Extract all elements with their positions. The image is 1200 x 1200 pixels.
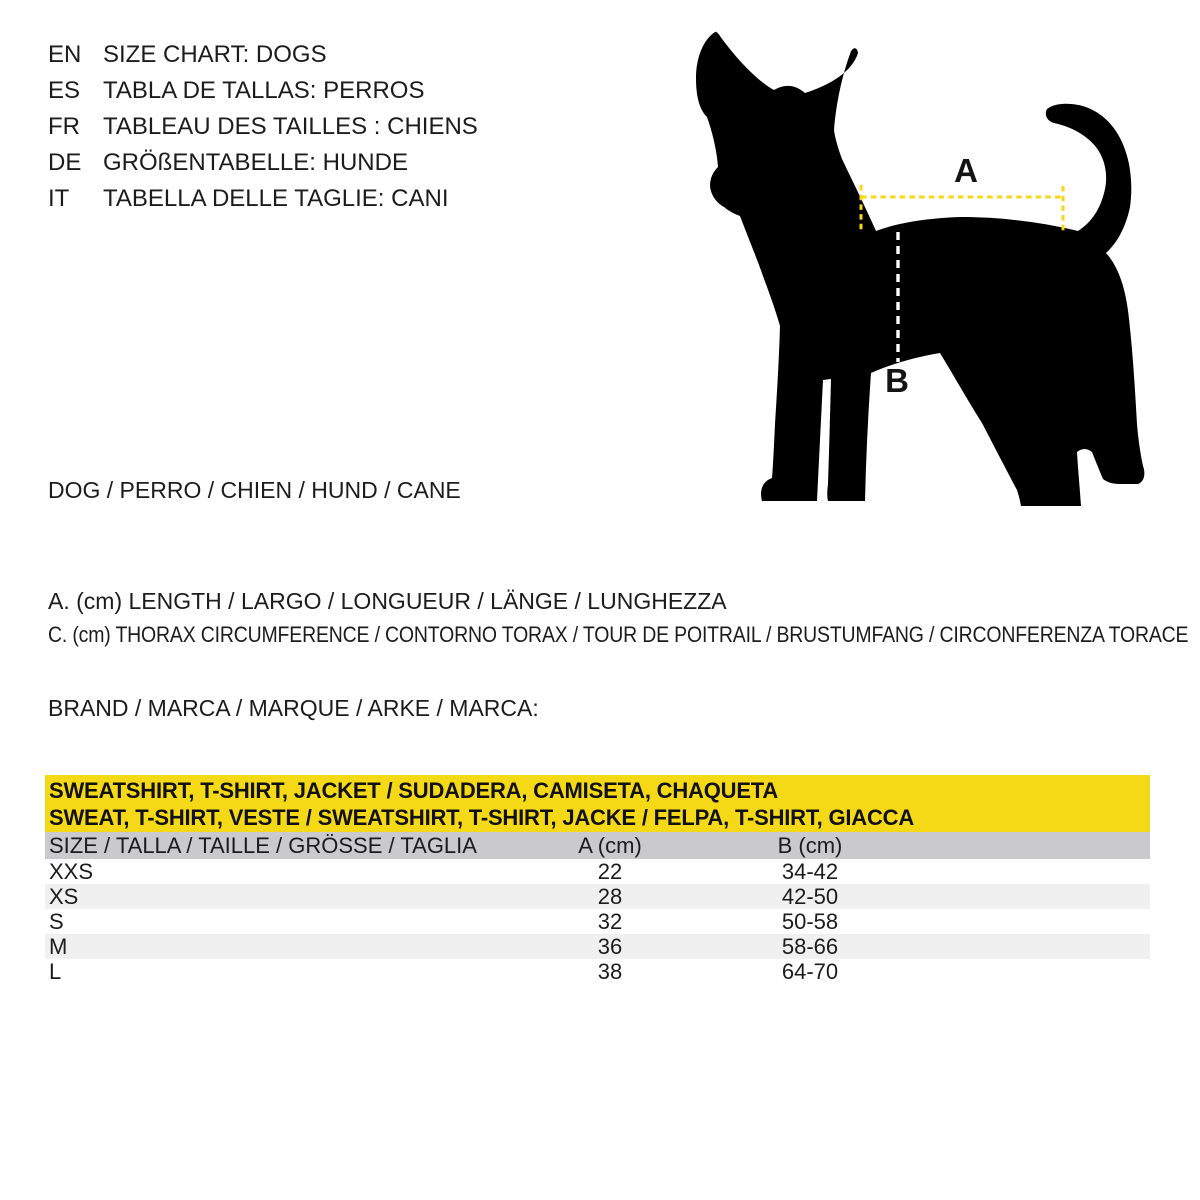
measure-legend-c: C. (cm) THORAX CIRCUMFERENCE / CONTORNO TORAX / TOUR DE POITRAIL / BRUSTUMFANG / CIRCONFERENZA TORACE <box>48 622 1189 647</box>
list-item <box>48 109 478 145</box>
a-value: 36 <box>597 934 623 959</box>
language-code: FR <box>48 113 80 140</box>
size-value: XS <box>49 884 79 909</box>
dog-measurement-diagram <box>690 20 1170 510</box>
header-size: SIZE / TALLA / TAILLE / GRÖSSE / TAGLIA <box>49 832 477 858</box>
header-b-cm: B (cm) <box>777 832 843 858</box>
dimension-label-b: B <box>885 362 909 399</box>
size-value: S <box>49 909 64 934</box>
chart-title: TABLA DE TALLAS: PERROS <box>103 77 425 104</box>
b-value: 64-70 <box>781 959 839 984</box>
chihuahua-silhouette-icon <box>690 20 1170 510</box>
size-value: L <box>49 959 62 984</box>
chart-title: GRÖßENTABELLE: HUNDE <box>103 149 408 176</box>
banner-line-2: SWEAT, T-SHIRT, VESTE / SWEATSHIRT, T-SHIRT, JACKE / FELPA, T-SHIRT, GIACCA <box>49 805 915 830</box>
list-item <box>48 37 478 73</box>
list-item <box>48 181 478 217</box>
language-code: ES <box>48 77 81 104</box>
product-category-banner <box>45 775 1150 832</box>
size-value: XXS <box>49 859 94 884</box>
chart-title: SIZE CHART: DOGS <box>103 41 327 68</box>
b-value: 42-50 <box>781 884 839 909</box>
language-title-list <box>48 37 478 217</box>
language-code: EN <box>48 41 82 68</box>
table-row <box>45 909 1150 934</box>
measure-legend-a: A. (cm) LENGTH / LARGO / LONGUEUR / LÄNGE / LUNGHEZZA <box>48 588 727 614</box>
b-value: 58-66 <box>781 934 839 959</box>
header-a-cm: A (cm) <box>578 832 642 858</box>
animal-caption: DOG / PERRO / CHIEN / HUND / CANE <box>48 477 461 503</box>
table-row <box>45 959 1150 984</box>
table-row <box>45 934 1150 959</box>
a-value: 38 <box>597 959 623 984</box>
table-header-row <box>45 832 1150 859</box>
size-table <box>45 832 1150 984</box>
table-row <box>45 859 1150 884</box>
banner-line-1: SWEATSHIRT, T-SHIRT, JACKET / SUDADERA, CAMISETA, CHAQUETA <box>49 778 779 803</box>
dimension-label-a: A <box>954 152 978 189</box>
size-value: M <box>49 934 68 959</box>
a-value: 22 <box>597 859 623 884</box>
a-value: 28 <box>597 884 623 909</box>
list-item <box>48 145 478 181</box>
table-row <box>45 884 1150 909</box>
list-item <box>48 73 478 109</box>
b-value: 50-58 <box>781 909 839 934</box>
language-code: DE <box>48 149 82 176</box>
chart-title: TABLEAU DES TAILLES : CHIENS <box>103 113 478 140</box>
a-value: 32 <box>597 909 623 934</box>
chart-title: TABELLA DELLE TAGLIE: CANI <box>103 185 449 212</box>
language-code: IT <box>48 185 70 212</box>
brand-label: BRAND / MARCA / MARQUE / ARKE / MARCA: <box>48 695 539 721</box>
b-value: 34-42 <box>781 859 839 884</box>
